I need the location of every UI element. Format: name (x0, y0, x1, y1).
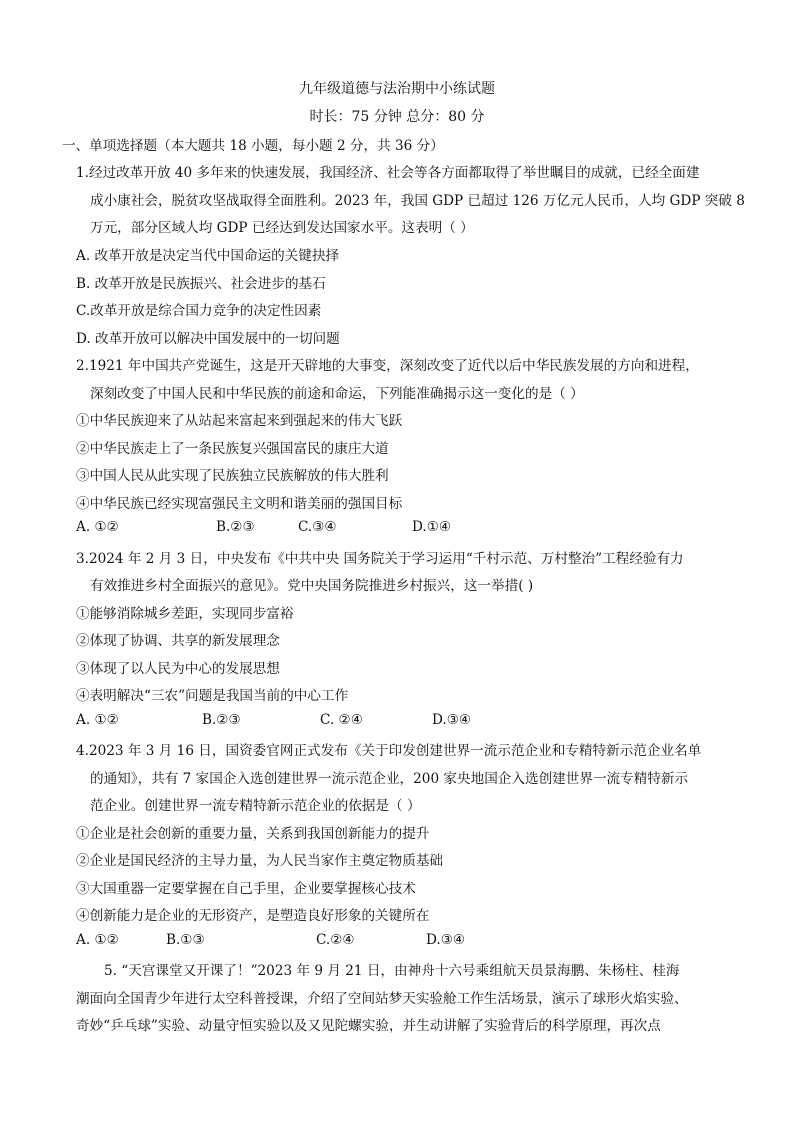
q5-stem-line: 5. “天宫课堂又开课了！”2023 年 9 月 21 日，由神舟十六号乘组航天员景海鹏、朱杨柱、桂海 (104, 963, 680, 979)
q2-item: ②中华民族走上了一条民族复兴强国富民的康庄大道 (76, 441, 389, 457)
q2-item: ④中华民族已经实现富强民主文明和谐美丽的强国目标 (76, 496, 403, 512)
q2-item: ①中华民族迎来了从站起来富起来到强起来的伟大飞跃 (76, 413, 403, 429)
q4-options (76, 932, 496, 952)
q4-item: ③大国重器一定要掌握在自己手里，企业要掌握核心技术 (76, 881, 416, 897)
q4-option-b: B.①③ (166, 932, 205, 948)
q3-option-c: C. ②④ (320, 712, 363, 728)
q2-stem-line: 深刻改变了中国人民和中华民族的前途和命运，下列能准确揭示这一变化的是（ ） (90, 386, 584, 402)
q1-stem-line: 成小康社会，脱贫攻坚战取得全面胜利。2023 年，我国 GDP 已超过 126 万亿元人民币，人均 GDP 突破 8 (90, 193, 745, 209)
q1-stem-line: 万元，部分区域人均 GDP 已经达到发达国家水平。这表明（ ） (90, 220, 474, 236)
q4-option-a: A. ①② (76, 932, 119, 948)
q3-stem-line: 有效推进乡村全面振兴的意见》。党中央国务院推进乡村振兴，这一举措( ) (90, 578, 534, 594)
exam-title: 九年级道德与法治期中小练试题 (299, 81, 495, 97)
q4-item: ④创新能力是企业的无形资产，是塑造良好形象的关键所在 (76, 908, 430, 924)
q2-option-d: D.①④ (412, 519, 452, 535)
q3-item: ②体现了协调、共享的新发展理念 (76, 633, 280, 649)
q2-stem-line: 2.1921 年中国共产党诞生，这是开天辟地的大事变，深刻改变了近代以后中华民族发展的方向和进程， (76, 358, 699, 374)
q2-option-a: A. ①② (76, 519, 119, 535)
section-heading: 一、单项选择题（本大题共 18 小题，每小题 2 分，共 36 分） (62, 138, 444, 154)
q3-option-a: A. ①② (76, 712, 119, 728)
q3-item: ①能够消除城乡差距，实现同步富裕 (76, 606, 294, 622)
q4-option-c: C.②④ (316, 932, 355, 948)
q3-option-d: D.③④ (432, 712, 472, 728)
q1-option-b: B. 改革开放是民族振兴、社会进步的基石 (76, 276, 326, 292)
q4-item: ②企业是国民经济的主导力量，为人民当家作主奠定物质基础 (76, 853, 444, 869)
q4-option-d: D.③④ (426, 932, 466, 948)
q2-option-c: C.③④ (298, 519, 337, 535)
q2-option-b: B.②③ (216, 519, 255, 535)
q1-option-c: C.改革开放是综合国力竞争的决定性因素 (76, 303, 322, 319)
q4-stem-line: 4.2023 年 3 月 16 日，国资委官网正式发布《关于印发创建世界一流示范企业和专精特新示范企业名单 (76, 743, 702, 759)
exam-subtitle: 时长：75 分钟 总分：80 分 (309, 109, 485, 125)
q5-stem-line: 潮面向全国青少年进行太空科普授课，介绍了空间站梦天实验舱工作生活场景，演示了球形火焰实验、 (76, 991, 688, 1007)
q1-option-d: D. 改革开放可以解决中国发展中的一切问题 (76, 331, 340, 347)
q2-item: ③中国人民从此实现了民族独立民族解放的伟大胜利 (76, 468, 389, 484)
q1-stem-line: 1.经过改革开放 40 多年来的快速发展，我国经济、社会等各方面都取得了举世瞩目的成就，已经全面建 (76, 165, 700, 181)
q3-option-b: B.②③ (202, 712, 241, 728)
q1-option-a: A. 改革开放是决定当代中国命运的关键抉择 (76, 248, 340, 264)
q3-item: ③体现了以人民为中心的发展思想 (76, 661, 280, 677)
q3-options (76, 712, 496, 732)
q2-options (76, 519, 496, 539)
q3-item: ④表明解决“三农”问题是我国当前的中心工作 (76, 688, 349, 704)
q5-stem-line: 奇妙“乒乓球”实验、动量守恒实验以及又见陀螺实验，并生动讲解了实验背后的科学原理，再次点 (76, 1018, 661, 1034)
q4-item: ①企业是社会创新的重要力量，关系到我国创新能力的提升 (76, 826, 430, 842)
q4-stem-line: 的通知》，共有 7 家国企入选创建世界一流示范企业，200 家央地国企入选创建世界一流专精特新示 (90, 771, 689, 787)
q4-stem-line: 范企业。创建世界一流专精特新示范企业的依据是（ ） (90, 798, 421, 814)
q3-stem-line: 3.2024 年 2 月 3 日，中央发布《中共中央 国务院关于学习运用“千村示范、万村整治”工程经验有力 (76, 551, 684, 567)
